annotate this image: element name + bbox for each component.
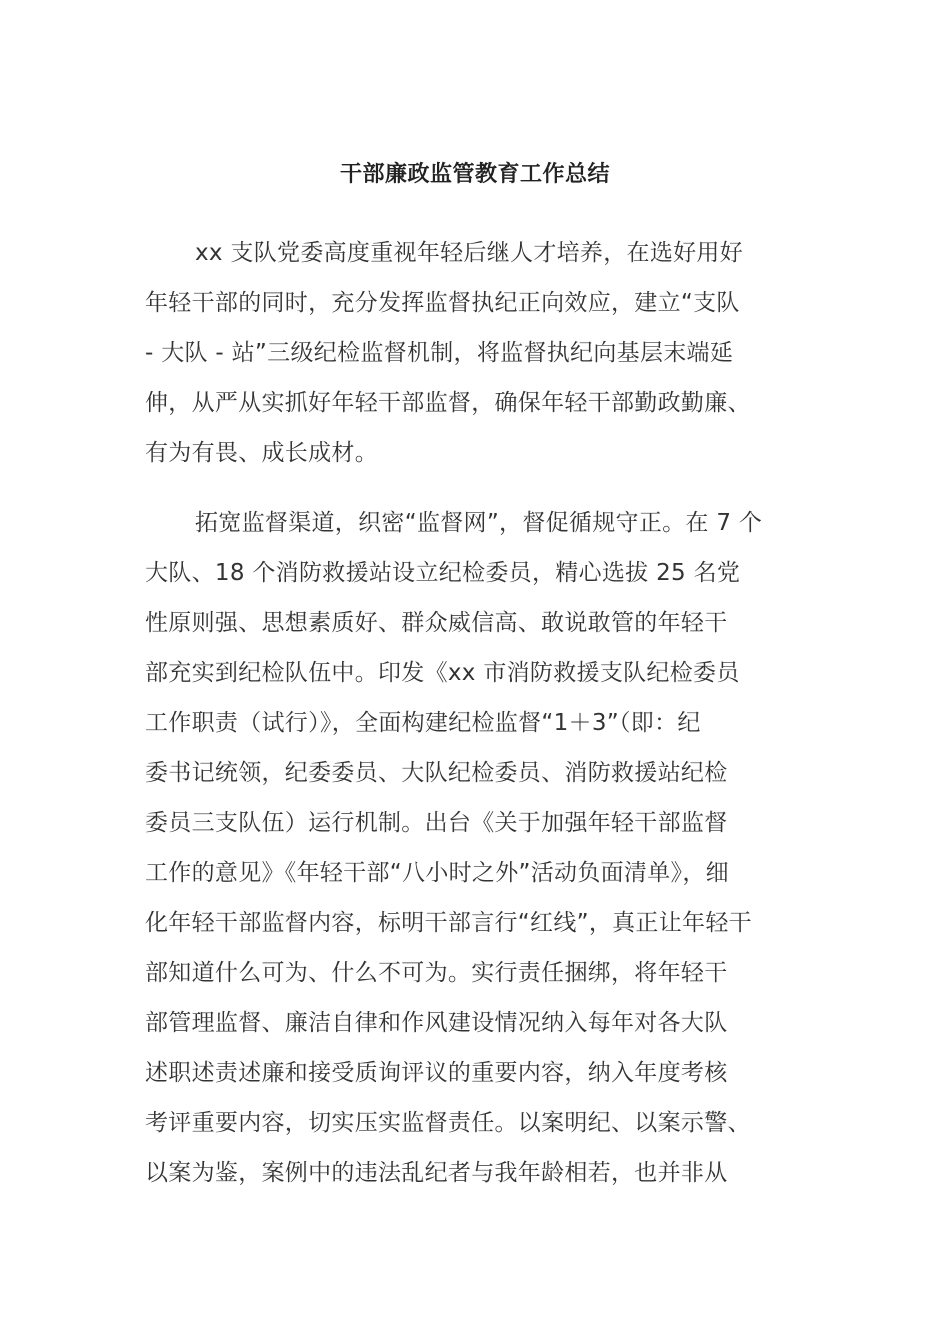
paragraph-line: 委书记统领，纪委委员、大队纪检委员、消防救援站纪检: [145, 760, 728, 786]
paragraph-line: 性原则强、思想素质好、群众威信高、敢说敢管的年轻干: [145, 610, 728, 636]
paragraph-line: 部充实到纪检队伍中。印发《xx 市消防救援支队纪检委员: [145, 660, 740, 686]
paragraph-line: 拓宽监督渠道，织密“监督网”，督促循规守正。在 7 个: [195, 510, 763, 536]
paragraph-1: [145, 228, 805, 478]
paragraph-line: - 大队 - 站”三级纪检监督机制，将监督执纪向基层末端延: [145, 340, 734, 366]
paragraph-line: 工作职责（试行）》，全面构建纪检监督“1＋3”（即：纪: [145, 710, 701, 736]
paragraph-line: 考评重要内容，切实压实监督责任。以案明纪、以案示警、: [145, 1110, 751, 1136]
paragraph-line: 大队、18 个消防救援站设立纪检委员，精心选拔 25 名党: [145, 560, 741, 586]
paragraph-line: 部知道什么可为、什么不可为。实行责任捆绑，将年轻干: [145, 960, 728, 986]
paragraph-line: 有为有畏、成长成材。: [145, 440, 378, 466]
paragraph-line: 部管理监督、廉洁自律和作风建设情况纳入每年对各大队: [145, 1010, 728, 1036]
paragraph-line: 工作的意见》《年轻干部“八小时之外”活动负面清单》，细: [145, 860, 729, 886]
paragraph-line: 年轻干部的同时，充分发挥监督执纪正向效应，建立“支队: [145, 290, 740, 316]
paragraph-line: 伸，从严从实抓好年轻干部监督，确保年轻干部勤政勤廉、: [145, 390, 751, 416]
paragraph-line: 委员三支队伍）运行机制。出台《关于加强年轻干部监督: [145, 810, 728, 836]
document-title: 干部廉政监管教育工作总结: [339, 162, 610, 187]
paragraph-line: 化年轻干部监督内容，标明干部言行“红线”，真正让年轻干: [145, 910, 752, 936]
paragraph-line: 以案为鉴，案例中的违法乱纪者与我年龄相若，也并非从: [145, 1160, 728, 1186]
paragraph-2: [145, 498, 805, 1198]
paragraph-line: xx 支队党委高度重视年轻后继人才培养，在选好用好: [195, 240, 744, 266]
paragraph-line: 述职述责述廉和接受质询评议的重要内容，纳入年度考核: [145, 1060, 728, 1086]
